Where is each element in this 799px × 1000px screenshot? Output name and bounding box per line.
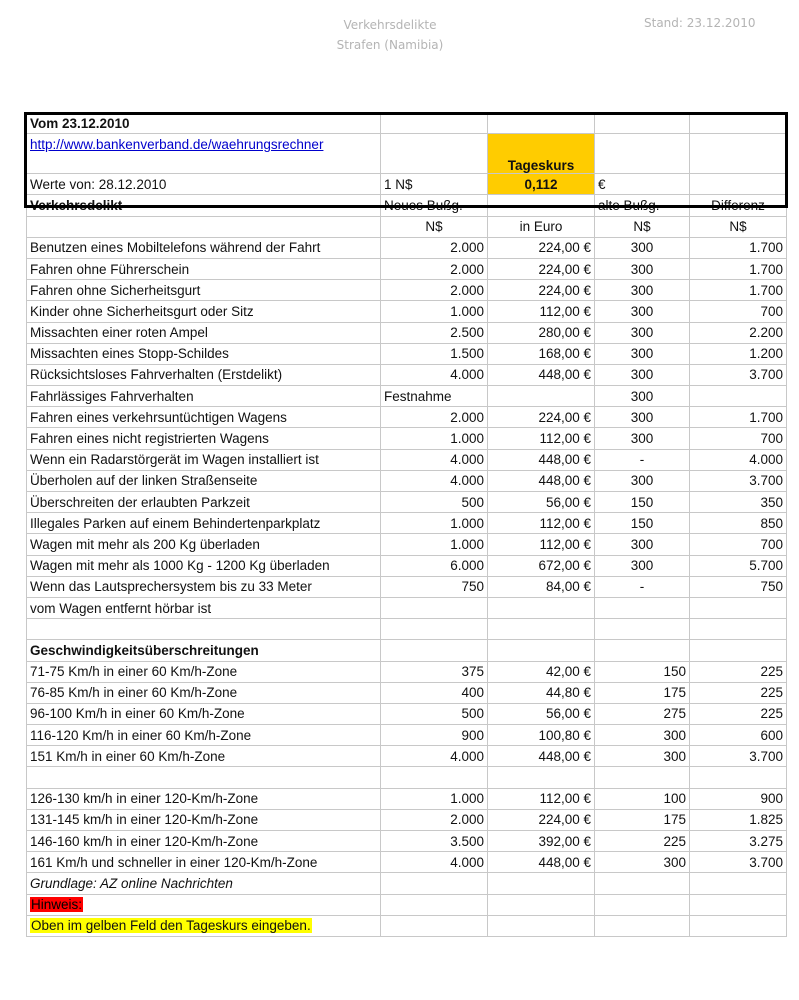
new-fine: 900 — [381, 725, 488, 746]
old-fine: 225 — [595, 831, 690, 852]
fine-euro: 224,00 € — [488, 258, 595, 279]
old-fine: 150 — [595, 492, 690, 513]
table-row — [27, 915, 787, 936]
fine-euro: 56,00 € — [488, 492, 595, 513]
difference: 1.700 — [690, 237, 787, 258]
difference: 850 — [690, 513, 787, 534]
table-row — [27, 640, 787, 661]
difference: 3.275 — [690, 831, 787, 852]
old-fine: 275 — [595, 703, 690, 724]
offence-name: 126-130 km/h in einer 120-Km/h-Zone — [27, 788, 381, 809]
difference: 750 — [690, 576, 787, 597]
table-row — [27, 470, 787, 491]
difference — [690, 597, 787, 618]
offence-name: 116-120 Km/h in einer 60 Km/h-Zone — [27, 725, 381, 746]
old-fine: 300 — [595, 258, 690, 279]
old-fine: - — [595, 576, 690, 597]
new-fine: 1.000 — [381, 788, 488, 809]
table-row — [27, 534, 787, 555]
fine-euro: 112,00 € — [488, 513, 595, 534]
fine-euro: 224,00 € — [488, 237, 595, 258]
new-fine: 2.000 — [381, 237, 488, 258]
doc-title: Verkehrsdelikte — [343, 18, 437, 32]
table-row — [27, 725, 787, 746]
difference: 1.700 — [690, 258, 787, 279]
table-row — [27, 809, 787, 830]
fine-euro: 224,00 € — [488, 809, 595, 830]
offence-name: Rücksichtsloses Fahrverhalten (Erstdelikt) — [27, 364, 381, 385]
table-row — [27, 746, 787, 767]
difference: 700 — [690, 428, 787, 449]
offence-name: Fahren eines nicht registrierten Wagens — [27, 428, 381, 449]
new-fine: 375 — [381, 661, 488, 682]
old-fine: 300 — [595, 237, 690, 258]
fine-euro: 224,00 € — [488, 407, 595, 428]
fine-euro: 100,80 € — [488, 725, 595, 746]
unit-ns: N$ — [595, 216, 690, 237]
offence-name: Fahrlässiges Fahrverhalten — [27, 386, 381, 407]
fine-euro: 448,00 € — [488, 449, 595, 470]
old-fine: 150 — [595, 661, 690, 682]
new-fine: 1.000 — [381, 301, 488, 322]
offence-name: Missachten einer roten Ampel — [27, 322, 381, 343]
table-row — [27, 134, 787, 174]
fine-euro: 112,00 € — [488, 428, 595, 449]
offence-name: Fahren ohne Führerschein — [27, 258, 381, 279]
new-fine: 400 — [381, 682, 488, 703]
new-fine: 2.000 — [381, 280, 488, 301]
offence-name: 96-100 Km/h in einer 60 Km/h-Zone — [27, 703, 381, 724]
offence-name: Wagen mit mehr als 200 Kg überladen — [27, 534, 381, 555]
instruction-note: Oben im gelben Feld den Tageskurs eingeben. — [31, 918, 311, 934]
fine-euro — [488, 597, 595, 618]
difference: 700 — [690, 301, 787, 322]
difference: 3.700 — [690, 364, 787, 385]
table-row — [27, 407, 787, 428]
difference: 225 — [690, 682, 787, 703]
offence-name: Kinder ohne Sicherheitsgurt oder Sitz — [27, 301, 381, 322]
hinweis-label: Hinweis: — [31, 897, 83, 913]
fine-euro: 392,00 € — [488, 831, 595, 852]
offence-name: Missachten eines Stopp-Schildes — [27, 343, 381, 364]
offence-name: 71-75 Km/h in einer 60 Km/h-Zone — [27, 661, 381, 682]
table-row — [27, 831, 787, 852]
table-row — [27, 113, 787, 134]
table-row — [27, 788, 787, 809]
unit-euro: in Euro — [488, 216, 595, 237]
section-heading-speed: Geschwindigkeitsüberschreitungen — [27, 640, 381, 661]
offence-name: Wagen mit mehr als 1000 Kg - 1200 Kg überladen — [27, 555, 381, 576]
difference: 3.700 — [690, 470, 787, 491]
vom-date: Vom 23.12.2010 — [27, 113, 381, 134]
unit-ns: N$ — [381, 216, 488, 237]
table-row — [27, 237, 787, 258]
difference: 1.825 — [690, 809, 787, 830]
difference — [690, 386, 787, 407]
table-row — [27, 386, 787, 407]
unit-ns: N$ — [690, 216, 787, 237]
table-row — [27, 449, 787, 470]
new-fine: 4.000 — [381, 449, 488, 470]
offence-name: Überholen auf der linken Straßenseite — [27, 470, 381, 491]
col-header-diff: Differenz — [690, 195, 787, 216]
old-fine: 175 — [595, 809, 690, 830]
table-row — [27, 428, 787, 449]
table-row — [27, 597, 787, 618]
offence-name: Fahren eines verkehrsuntüchtigen Wagens — [27, 407, 381, 428]
tageskurs-input[interactable]: 0,112 — [488, 174, 595, 195]
difference: 3.700 — [690, 746, 787, 767]
new-fine: 4.000 — [381, 364, 488, 385]
old-fine: 300 — [595, 364, 690, 385]
fine-euro — [488, 386, 595, 407]
difference: 1.200 — [690, 343, 787, 364]
table-row — [27, 492, 787, 513]
table-row — [27, 343, 787, 364]
difference: 600 — [690, 725, 787, 746]
offence-name: vom Wagen entfernt hörbar ist — [27, 597, 381, 618]
old-fine: 300 — [595, 407, 690, 428]
offence-name: 161 Km/h und schneller in einer 120-Km/h-Zone — [27, 852, 381, 873]
difference: 1.700 — [690, 407, 787, 428]
difference: 225 — [690, 661, 787, 682]
fine-euro: 448,00 € — [488, 852, 595, 873]
fine-euro: 448,00 € — [488, 470, 595, 491]
offence-name: Benutzen eines Mobiltelefons während der Fahrt — [27, 237, 381, 258]
tageskurs-label: Tageskurs — [488, 134, 595, 174]
table-row — [27, 301, 787, 322]
offence-name: Überschreiten der erlaubten Parkzeit — [27, 492, 381, 513]
table-row — [27, 873, 787, 894]
fine-euro: 84,00 € — [488, 576, 595, 597]
euro-unit: € — [595, 174, 690, 195]
difference: 4.000 — [690, 449, 787, 470]
fines-table — [26, 112, 787, 937]
offence-name: Fahren ohne Sicherheitsgurt — [27, 280, 381, 301]
table-row — [27, 364, 787, 385]
fine-euro: 448,00 € — [488, 746, 595, 767]
old-fine: 300 — [595, 428, 690, 449]
old-fine: 150 — [595, 513, 690, 534]
table-row — [27, 576, 787, 597]
new-fine: 2.000 — [381, 258, 488, 279]
table-row — [27, 555, 787, 576]
new-fine: 4.000 — [381, 470, 488, 491]
table-row — [27, 703, 787, 724]
table-row — [27, 174, 787, 195]
fine-euro: 448,00 € — [488, 364, 595, 385]
old-fine: 300 — [595, 555, 690, 576]
offence-name: Wenn ein Radarstörgerät im Wagen installiert ist — [27, 449, 381, 470]
new-fine: 4.000 — [381, 746, 488, 767]
old-fine: 300 — [595, 746, 690, 767]
new-fine: 2.000 — [381, 809, 488, 830]
new-fine: 6.000 — [381, 555, 488, 576]
difference: 225 — [690, 703, 787, 724]
col-header-neu: Neues Bußg. — [381, 195, 488, 216]
source-note: Grundlage: AZ online Nachrichten — [30, 875, 233, 891]
table-row — [27, 195, 787, 216]
old-fine: 300 — [595, 534, 690, 555]
new-fine: 750 — [381, 576, 488, 597]
new-fine: 4.000 — [381, 852, 488, 873]
difference: 3.700 — [690, 852, 787, 873]
table-row — [27, 852, 787, 873]
fine-euro: 112,00 € — [488, 301, 595, 322]
table-row — [27, 216, 787, 237]
difference: 2.200 — [690, 322, 787, 343]
new-fine: 2.000 — [381, 407, 488, 428]
table-row — [27, 619, 787, 640]
difference: 5.700 — [690, 555, 787, 576]
section-heading: Verkehrsdelikt — [27, 195, 381, 216]
old-fine: 300 — [595, 343, 690, 364]
fine-euro: 224,00 € — [488, 280, 595, 301]
old-fine: 300 — [595, 852, 690, 873]
new-fine: 500 — [381, 492, 488, 513]
fine-euro: 112,00 € — [488, 788, 595, 809]
col-header-alt: alte Bußg. — [595, 195, 690, 216]
old-fine: 300 — [595, 470, 690, 491]
fine-euro: 280,00 € — [488, 322, 595, 343]
new-fine: 2.500 — [381, 322, 488, 343]
new-fine: 1.500 — [381, 343, 488, 364]
offence-name: 151 Km/h in einer 60 Km/h-Zone — [27, 746, 381, 767]
old-fine: 175 — [595, 682, 690, 703]
table-row — [27, 513, 787, 534]
fine-euro: 56,00 € — [488, 703, 595, 724]
offence-name: 131-145 km/h in einer 120-Km/h-Zone — [27, 809, 381, 830]
offence-name: 76-85 Km/h in einer 60 Km/h-Zone — [27, 682, 381, 703]
old-fine: 300 — [595, 280, 690, 301]
offence-name: 146-160 km/h in einer 120-Km/h-Zone — [27, 831, 381, 852]
exchange-link[interactable]: http://www.bankenverband.de/waehrungsrechner — [30, 137, 324, 153]
table-row — [27, 767, 787, 788]
table-row — [27, 661, 787, 682]
new-fine: 1.000 — [381, 513, 488, 534]
old-fine: 300 — [595, 322, 690, 343]
new-fine: 500 — [381, 703, 488, 724]
old-fine: 300 — [595, 301, 690, 322]
offence-name: Wenn das Lautsprechersystem bis zu 33 Meter — [27, 576, 381, 597]
fine-euro: 112,00 € — [488, 534, 595, 555]
table-row — [27, 894, 787, 915]
old-fine: 300 — [595, 386, 690, 407]
old-fine — [595, 597, 690, 618]
doc-date: Stand: 23.12.2010 — [644, 16, 756, 30]
new-fine: 1.000 — [381, 428, 488, 449]
fine-euro: 672,00 € — [488, 555, 595, 576]
old-fine: - — [595, 449, 690, 470]
old-fine: 100 — [595, 788, 690, 809]
fine-euro: 168,00 € — [488, 343, 595, 364]
werte-von: Werte von: 28.12.2010 — [27, 174, 381, 195]
difference: 350 — [690, 492, 787, 513]
offence-name: Illegales Parken auf einem Behindertenparkplatz — [27, 513, 381, 534]
fine-euro: 42,00 € — [488, 661, 595, 682]
difference: 1.700 — [690, 280, 787, 301]
table-row — [27, 258, 787, 279]
difference: 900 — [690, 788, 787, 809]
table-row — [27, 280, 787, 301]
new-fine: 1.000 — [381, 534, 488, 555]
new-fine: Festnahme — [381, 386, 488, 407]
new-fine — [381, 597, 488, 618]
doc-subtitle: Strafen (Namibia) — [336, 38, 444, 52]
difference: 700 — [690, 534, 787, 555]
old-fine: 300 — [595, 725, 690, 746]
table-row — [27, 322, 787, 343]
fine-euro: 44,80 € — [488, 682, 595, 703]
table-row — [27, 682, 787, 703]
new-fine: 3.500 — [381, 831, 488, 852]
ns-unit: 1 N$ — [381, 174, 488, 195]
